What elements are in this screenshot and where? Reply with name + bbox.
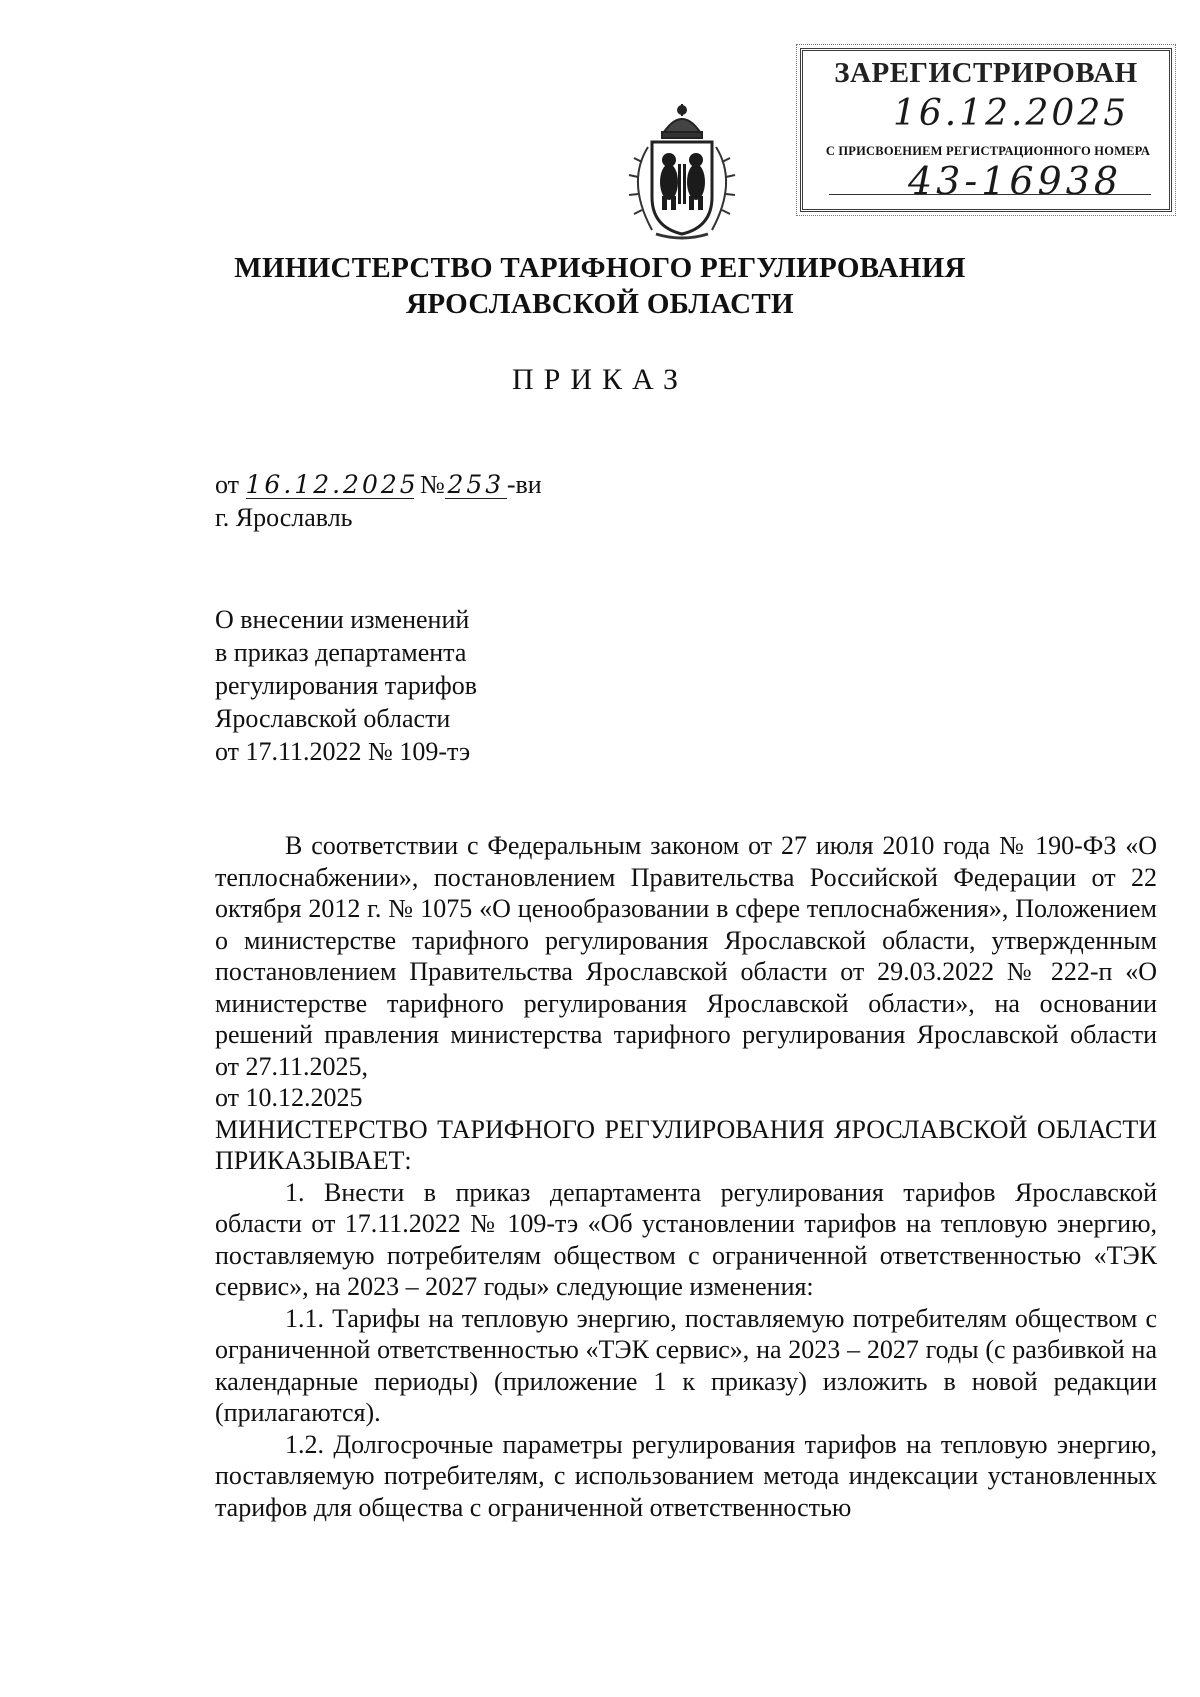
order-body	[215, 830, 1157, 1523]
stamp-registration-number: 43-16938	[908, 159, 1123, 203]
order-number: 253	[445, 472, 507, 499]
document-type: ПРИКАЗ	[512, 363, 688, 396]
ministry-name-line1: МИНИСТЕРСТВО ТАРИФНОГО РЕГУЛИРОВАНИЯ	[234, 252, 966, 284]
stamp-underline	[829, 194, 1151, 195]
order-date-number	[215, 470, 542, 500]
item-1: 1. Внести в приказ департамента регулирования тарифов Ярославской области от 17.11.2022 № 109-тэ «Об установлении тарифов на тепловую энергию, поставляемую потребителям обществом с ограниченной ответственностью «ТЭК сервис», на 2023 – 2027 годы» следующие изменения:	[215, 1177, 1157, 1301]
subject-line: Ярославской области	[215, 704, 451, 733]
order-number-suffix: -ви	[506, 470, 542, 499]
number-label: №	[420, 470, 445, 499]
subject-line: от 17.11.2022 № 109-тэ	[215, 737, 471, 766]
order-date: 16.12.2025	[245, 470, 419, 499]
subject-line: регулирования тарифов	[215, 671, 477, 700]
orders-statement: МИНИСТЕРСТВО ТАРИФНОГО РЕГУЛИРОВАНИЯ ЯРОСЛАВСКОЙ ОБЛАСТИ ПРИКАЗЫВАЕТ:	[215, 1114, 1157, 1175]
stamp-date: 16.12.2025	[893, 93, 1130, 134]
from-label: от	[215, 470, 240, 499]
preamble-end: от 10.12.2025	[215, 1083, 363, 1112]
preamble-paragraph: В соответствии с Федеральным законом от 27 июля 2010 года № 190-ФЗ «О теплоснабжении», постановлением Правительства Российской Федерации от 22 октября 2012 г. № 1075 «О ценообразовании в сфере теплоснабжения», Положением о министерстве тарифного регулирования Ярославской области, утвержденным постановлением Правительства Ярославской области от 29.03.2022 № 222-п «О министерстве тарифного регулирования Ярославской области», на основании решений правления министерства тарифного регулирования Ярославской области от 27.11.2025,	[215, 831, 1157, 1081]
item-1-2: 1.2. Долгосрочные параметры регулирования тарифов на тепловую энергию, поставляемую потребителям, с использованием метода индексации установленных тарифов для общества с ограниченной ответственностью	[215, 1429, 1157, 1522]
coat-of-arms-icon	[612, 102, 752, 242]
order-subject	[215, 603, 477, 768]
ministry-name-line2: ЯРОСЛАВСКОЙ ОБЛАСТИ	[406, 288, 794, 320]
stamp-title: ЗАРЕГИСТРИРОВАН	[834, 57, 1138, 89]
stamp-subtitle: С ПРИСВОЕНИЕМ РЕГИСТРАЦИОННОГО НОМЕРА	[825, 144, 1151, 158]
order-city: г. Ярославль	[215, 503, 353, 532]
subject-line: в приказ департамента	[215, 638, 467, 667]
subject-line: О внесении изменений	[215, 605, 470, 634]
registration-stamp	[800, 48, 1172, 212]
item-1-1: 1.1. Тарифы на тепловую энергию, поставляемую потребителям обществом с ограниченной ответственностью «ТЭК сервис», на 2023 – 2027 годы (с разбивкой на календарные периоды) (приложение 1 к приказу) изложить в новой редакции (прилагаются).	[215, 1303, 1157, 1427]
